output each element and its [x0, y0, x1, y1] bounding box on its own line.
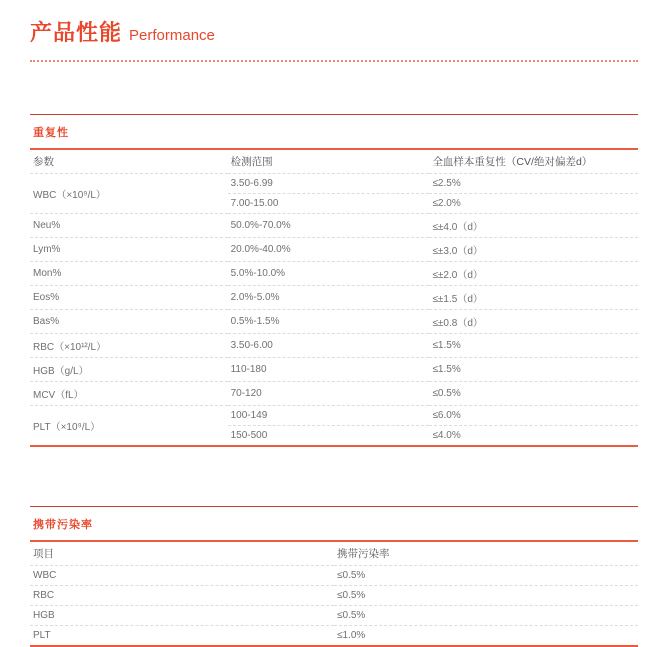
- value-cell: ≤0.5%: [337, 570, 366, 581]
- range-cell: 3.50-6.00: [228, 334, 430, 358]
- range-cell: 3.50-6.99: [230, 178, 273, 189]
- column-header-param: 参数: [30, 149, 228, 174]
- value-cell: ≤±3.0（d）: [429, 238, 638, 262]
- table-row: [30, 238, 638, 262]
- table-row: [30, 310, 638, 334]
- table-row: [30, 566, 638, 586]
- value-cell: ≤6.0%: [429, 406, 638, 426]
- table-row: [30, 334, 638, 358]
- table-row: [30, 262, 638, 286]
- value-cell: ≤0.5%: [334, 606, 638, 626]
- param-cell: RBC（×10¹²/L）: [30, 334, 228, 358]
- repeatability-header-row: [30, 149, 638, 174]
- table-row: [30, 606, 638, 626]
- value-cell: ≤2.0%: [429, 194, 638, 214]
- table-row: [30, 406, 638, 426]
- repeatability-table-body: [30, 174, 638, 447]
- param-cell: Neu%: [30, 214, 228, 238]
- range-cell: 50.0%-70.0%: [228, 214, 430, 238]
- page-title-en: Performance: [129, 27, 215, 44]
- item-cell: RBC: [30, 586, 334, 606]
- carryover-header-row: [30, 541, 638, 566]
- table-row: [30, 626, 638, 647]
- param-cell: MCV（fL）: [30, 382, 228, 406]
- carryover-table: [30, 540, 638, 647]
- value-cell: ≤0.5%: [334, 586, 638, 606]
- param-cell: Eos%: [30, 286, 228, 310]
- value-cell: ≤2.5%: [432, 178, 461, 189]
- dotted-divider: [30, 60, 638, 62]
- range-cell: 0.5%-1.5%: [228, 310, 430, 334]
- range-cell: 100-149: [228, 406, 430, 426]
- table-row: [30, 358, 638, 382]
- repeatability-section-head: [30, 114, 638, 148]
- range-cell: 20.0%-40.0%: [228, 238, 430, 262]
- page-header: [30, 16, 638, 62]
- table-row: [30, 214, 638, 238]
- table-row: [30, 382, 638, 406]
- repeatability-section: [30, 114, 638, 447]
- value-cell: ≤0.5%: [429, 382, 638, 406]
- repeatability-table: [30, 148, 638, 447]
- range-cell: 70-120: [228, 382, 430, 406]
- range-cell: 5.0%-10.0%: [228, 262, 430, 286]
- param-cell: WBC（×10⁹/L）: [33, 190, 106, 201]
- carryover-section-title: 携带污染率: [33, 519, 93, 531]
- value-cell: ≤1.5%: [429, 334, 638, 358]
- table-row: [30, 586, 638, 606]
- param-cell: HGB（g/L）: [30, 358, 228, 382]
- value-cell: ≤4.0%: [429, 426, 638, 447]
- item-cell: WBC: [33, 570, 57, 581]
- value-cell: ≤1.0%: [334, 626, 638, 647]
- repeatability-section-title: 重复性: [33, 127, 69, 139]
- param-cell: Lym%: [30, 238, 228, 262]
- param-cell: PLT（×10⁹/L）: [30, 406, 228, 447]
- item-cell: PLT: [30, 626, 334, 647]
- column-header-range: 检测范围: [228, 149, 430, 174]
- range-cell: 7.00-15.00: [228, 194, 430, 214]
- range-cell: 150-500: [228, 426, 430, 447]
- column-header-item: 项目: [30, 541, 334, 566]
- table-row: [30, 174, 638, 194]
- carryover-table-body: [30, 566, 638, 647]
- column-header-repeatability: 全血样本重复性（CV/绝对偏差d）: [429, 149, 638, 174]
- table-row: [30, 286, 638, 310]
- range-cell: 2.0%-5.0%: [228, 286, 430, 310]
- value-cell: ≤±4.0（d）: [429, 214, 638, 238]
- item-cell: HGB: [30, 606, 334, 626]
- column-header-carryover: 携带污染率: [334, 541, 638, 566]
- param-cell: Mon%: [30, 262, 228, 286]
- value-cell: ≤±2.0（d）: [429, 262, 638, 286]
- range-cell: 110-180: [228, 358, 430, 382]
- carryover-section-head: [30, 506, 638, 540]
- value-cell: ≤1.5%: [429, 358, 638, 382]
- value-cell: ≤±0.8（d）: [429, 310, 638, 334]
- param-cell: Bas%: [30, 310, 228, 334]
- page-title-zh: 产品性能: [30, 20, 123, 45]
- value-cell: ≤±1.5（d）: [429, 286, 638, 310]
- page-title: [30, 16, 638, 47]
